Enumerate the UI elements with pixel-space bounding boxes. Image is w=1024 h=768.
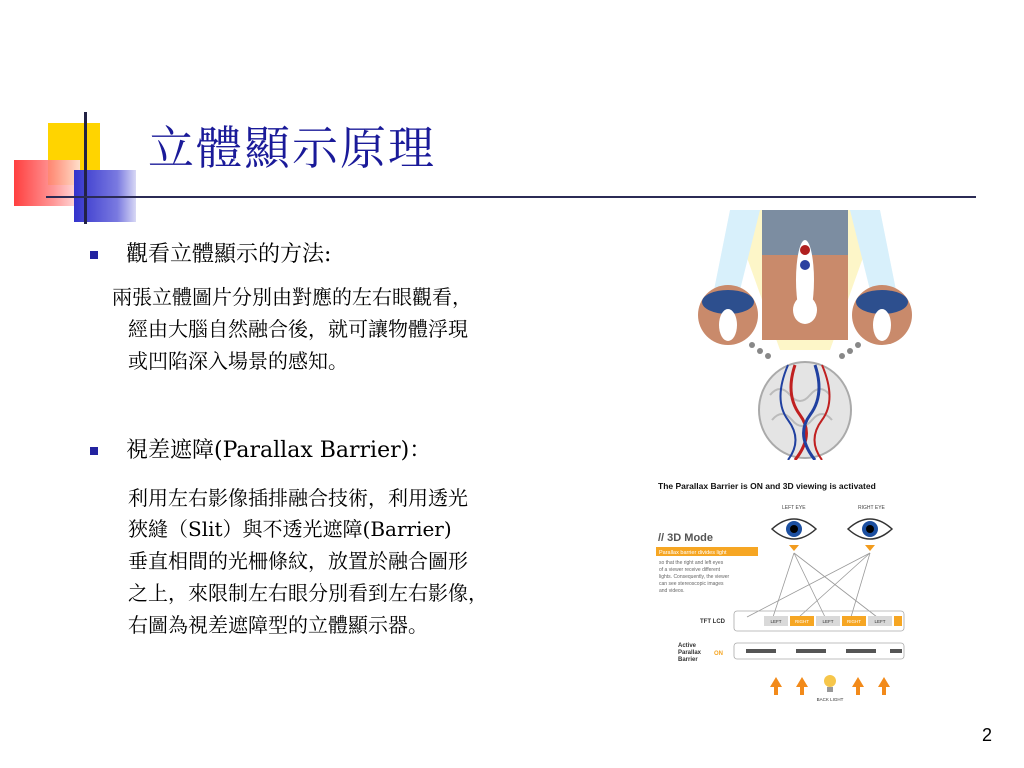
brain-icon bbox=[759, 362, 851, 460]
parallax-barrier-diagram bbox=[650, 475, 910, 705]
lcd-cell: RIGHT bbox=[795, 619, 809, 624]
bullet-body-line: 利用左右影像插排融合技術，利用透光 bbox=[128, 486, 468, 510]
left-eye-icon bbox=[772, 519, 816, 539]
left-eye-view bbox=[698, 285, 758, 345]
bullet-marker bbox=[90, 447, 98, 455]
barrier-label-line: Active bbox=[678, 643, 697, 649]
bullet-body-line: 右圖為視差遮障型的立體顯示器。 bbox=[128, 613, 428, 637]
mode-title: // 3D Mode bbox=[658, 532, 714, 544]
bullet-heading: 視差遮障(Parallax Barrier)： bbox=[126, 438, 432, 463]
left-eye-label: LEFT EYE bbox=[782, 505, 806, 511]
lcd-cell: RIGHT bbox=[847, 619, 861, 624]
diagram-heading: The Parallax Barrier is ON and 3D viewing is activated bbox=[658, 481, 876, 491]
bullet-body-line: 或凹陷深入場景的感知。 bbox=[128, 349, 348, 373]
lcd-cell: LEFT bbox=[822, 619, 834, 624]
mode-highlight: Parallax barrier divides light bbox=[659, 550, 727, 556]
mode-desc-line: of a viewer receive different bbox=[659, 567, 721, 573]
right-eye-label: RIGHT EYE bbox=[858, 505, 885, 511]
barrier-label-line: Parallax bbox=[678, 650, 702, 656]
decor-red-block bbox=[14, 160, 80, 206]
lcd-cell: LEFT bbox=[770, 619, 782, 624]
bullet-heading: 觀看立體顯示的方法: bbox=[126, 242, 332, 267]
mode-desc-line: so that the right and left eyes bbox=[659, 560, 724, 566]
backlight-label: BACK LIGHT bbox=[816, 697, 844, 702]
bullet-body-line: 兩張立體圖片分別由對應的左右眼觀看， bbox=[112, 285, 472, 309]
lcd-cell: LEFT bbox=[874, 619, 886, 624]
tft-lcd-label: TFT LCD bbox=[700, 619, 725, 625]
mode-desc-line: and videos. bbox=[659, 588, 685, 594]
right-eye-view bbox=[852, 285, 912, 345]
barrier-state: ON bbox=[714, 651, 723, 657]
mode-desc-line: lights. Consequently, the viewer bbox=[659, 574, 730, 580]
bullet-body-line: 經由大腦自然融合後，就可讓物體浮現 bbox=[128, 317, 468, 341]
mode-desc-line: can see stereoscopic images bbox=[659, 581, 724, 587]
bullet-marker bbox=[90, 251, 98, 259]
lightbulb-icon bbox=[824, 675, 836, 692]
bullet-body-line: 之上，來限制左右眼分別看到左右影像， bbox=[128, 581, 488, 605]
title-underline bbox=[46, 196, 976, 198]
barrier-label-line: Barrier bbox=[678, 657, 698, 663]
stereo-vision-illustration bbox=[690, 210, 920, 460]
page-number: 2 bbox=[981, 725, 992, 745]
decor-vertical-rule bbox=[84, 112, 87, 224]
bullet-body-line: 狹縫（Slit）與不透光遮障(Barrier) bbox=[128, 517, 452, 541]
slide-title: 立體顯示原理 bbox=[148, 121, 436, 175]
right-eye-icon bbox=[848, 519, 892, 539]
bullet-body-line: 垂直相間的光柵條紋，放置於融合圖形 bbox=[128, 549, 468, 573]
